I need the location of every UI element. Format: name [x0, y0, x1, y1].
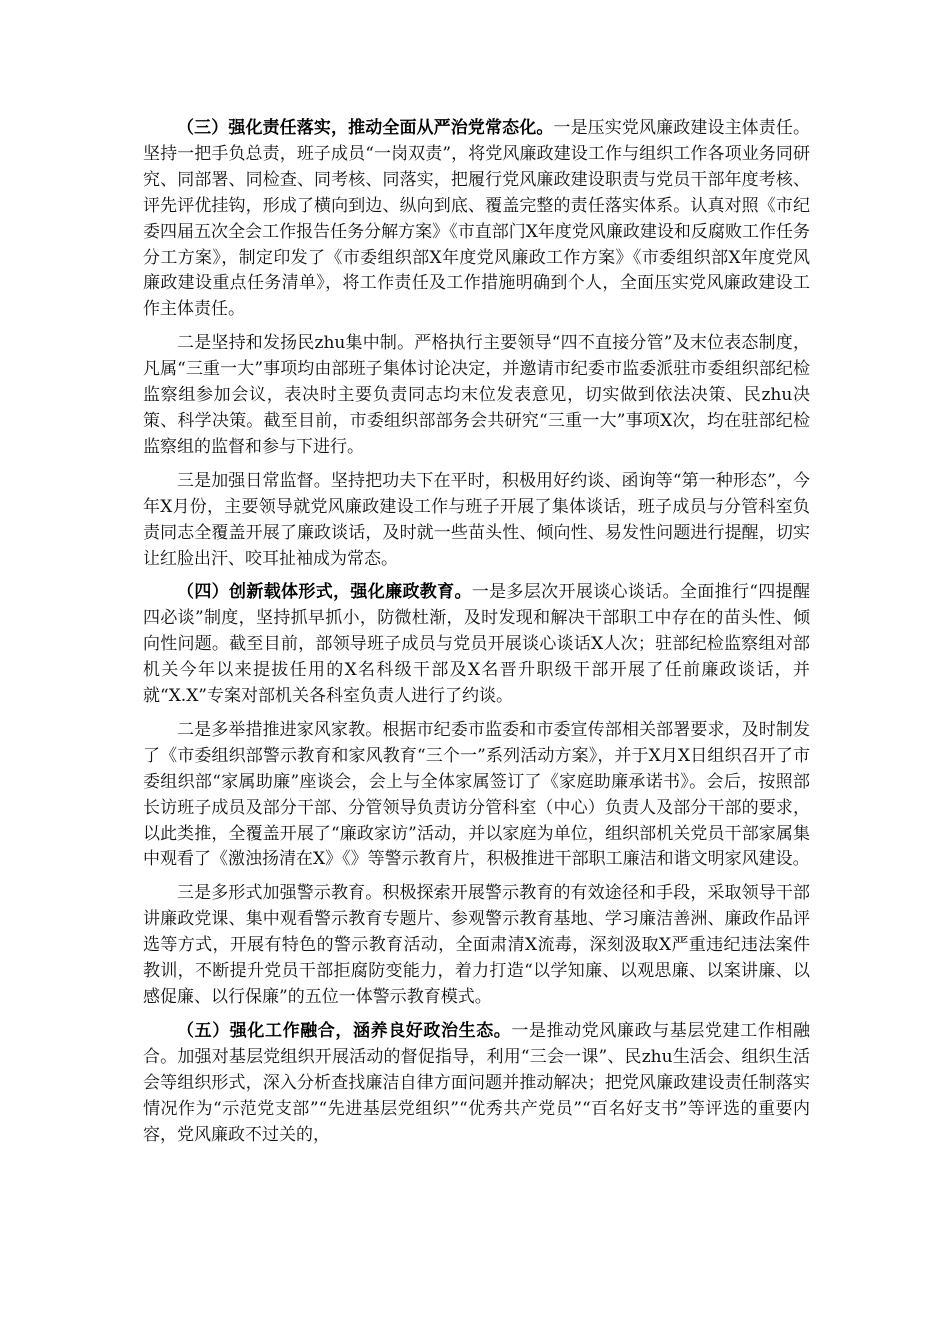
- section-5-text-1: 一是推动党风廉政与基层党建工作相融合。加强对基层党组织开展活动的督促指导，利用“三会一课”、民zhu生活会、组织生活会等组织形式，深入分析查找廉洁自律方面问题并推动解决；把党风廉政建设责任制落实情况作为“示范党支部”“先进基层党组织”“优秀共产党员”“百名好支书”等评选的重要内容，党风廉政不过关的，: [143, 1020, 811, 1145]
- section-5-heading: （五）强化工作融合，涵养良好政治生态。: [177, 1020, 512, 1041]
- section-3-paragraph-2: 二是坚持和发扬民zhu集中制。严格执行主要领导“四不直接分管”及末位表态制度，凡属“三重一大”事项均由部班子集体讨论决定，并邀请市纪委市监委派驻市委组织部纪检监察组参加会议，表决时主要负责同志均末位发表意见，切实做到依法决策、民zhu决策、科学决策。截至目前，市委组织部部务会共研究“三重一大”事项X次，均在驻部纪检监察组的监督和参与下进行。: [143, 333, 810, 457]
- section-4-text-1: 一是多层次开展谈心谈话。全面推行“四提醒四必谈”制度，坚持抓早抓小，防微杜渐，及时发现和解决干部职工中存在的苗头性、倾向性问题。截至目前，部领导班子成员与党员开展谈心谈话X人次；驻部纪检监察组对部机关今年以来提拔任用的X名科级干部及X名晋升职级干部开展了任前廉政谈话，并就“X.X”专案对部机关各科室负责人进行了约谈。: [143, 582, 810, 707]
- section-3-paragraph-1: [143, 116, 810, 323]
- section-3-text-1: 一是压实党风廉政建设主体责任。坚持一把手负总责，班子成员“一岗双责”，将党风廉政建设工作与组织工作各项业务同研究、同部署、同检查、同考核、同落实，把履行党风廉政建设职责与党员干部年度考核、评先评优挂钩，形成了横向到边、纵向到底、覆盖完整的责任落实体系。认真对照《市纪委四届五次全会工作报告任务分解方案》《市直部门X年度党风廉政建设和反腐败工作任务分工方案》，制定印发了《市委组织部X年度党风廉政工作方案》《市委组织部X年度党风廉政建设重点任务清单》，将工作责任及工作措施明确到个人，全面压实党风廉政建设工作主体责任。: [143, 118, 811, 320]
- section-4-heading: （四）创新载体形式，强化廉政教育。: [177, 582, 472, 603]
- section-4-paragraph-3: 三是多形式加强警示教育。积极探索开展警示教育的有效途径和手段，采取领导干部讲廉政党课、集中观看警示教育专题片、参观警示教育基地、学习廉洁善洲、廉政作品评选等方式，开展有特色的警示教育活动，全面肃清X流毒，深刻汲取X严重违纪违法案件教训，不断提升党员干部拒腐防变能力，着力打造“以学知廉、以观思廉、以案讲廉、以感促廉、以行保廉”的五位一体警示教育模式。: [143, 883, 810, 1007]
- section-3-paragraph-3: 三是加强日常监督。坚持把功夫下在平时，积极用好约谈、函询等“第一种形态”，今年X月份，主要领导就党风廉政建设工作与班子开展了集体谈话，班子成员与分管科室负责同志全覆盖开展了廉政谈话，及时就一些苗头性、倾向性、易发性问题进行提醒，切实让红脸出汗、咬耳扯袖成为常态。: [143, 470, 810, 569]
- document-body: [143, 116, 810, 1156]
- section-3-heading: （三）强化责任落实，推动全面从严治党常态化。: [177, 118, 554, 138]
- section-4-paragraph-1: [143, 580, 810, 710]
- section-4-paragraph-2: 二是多举措推进家风家教。根据市纪委市监委和市委宣传部相关部署要求，及时制发了《市委组织部警示教育和家风教育“三个一”系列活动方案》，并于X月X日组织召开了市委组织部“家属助廉”座谈会，会上与全体家属签订了《家庭助廉承诺书》。会后，按照部长访班子成员及部分干部、分管领导负责访分管科室（中心）负责人及部分干部的要求，以此类推，全覆盖开展了“廉政家访”活动，并以家庭为单位，组织部机关党员干部家属集中观看了《激浊扬清在X》《》等警示教育片，积极推进干部职工廉洁和谐文明家风建设。: [143, 719, 810, 870]
- section-5-paragraph-1: [143, 1019, 810, 1149]
